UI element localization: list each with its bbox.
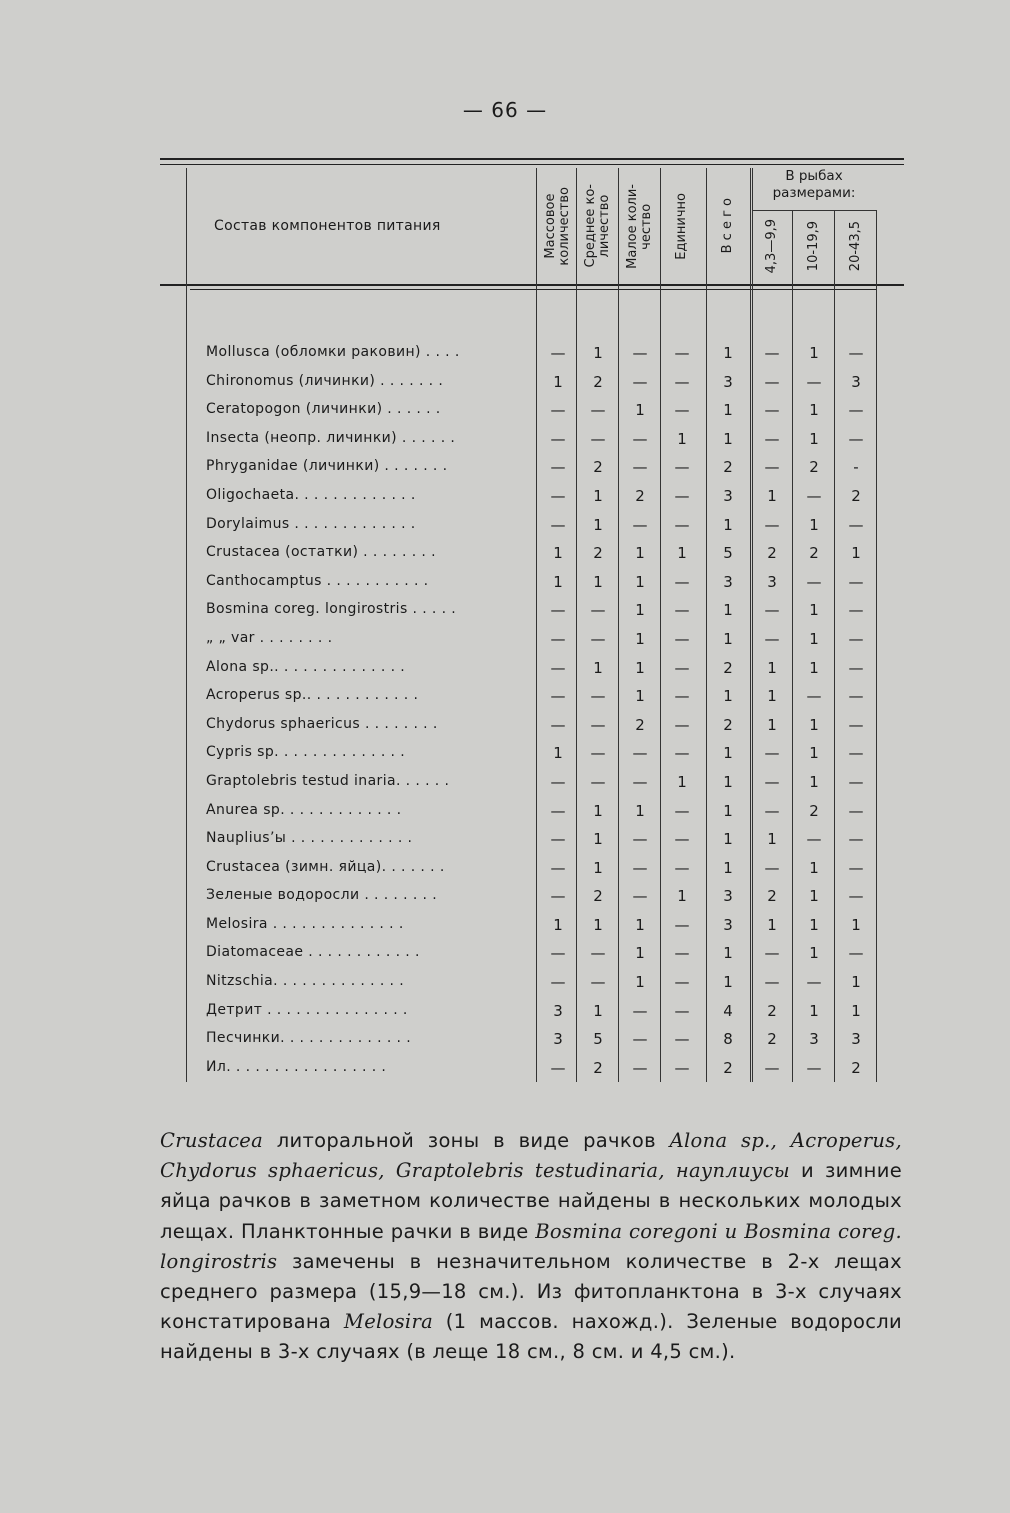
table-cell: 2 <box>767 1030 777 1049</box>
table-cell: 1 <box>635 973 645 992</box>
table-cell: 2 <box>723 1058 733 1077</box>
table-cell: — <box>848 772 864 791</box>
table-cell: — <box>764 372 780 391</box>
table-cell: 1 <box>809 1001 819 1020</box>
table-row <box>186 681 876 710</box>
table-cell: — <box>848 801 864 820</box>
table-row <box>186 996 876 1025</box>
table-cell: 1 <box>809 515 819 534</box>
table-cell: — <box>764 401 780 420</box>
component-name: Oligochaeta. . . . . . . . . . . . . <box>206 486 416 503</box>
column-header <box>578 172 618 280</box>
column-header <box>620 172 660 280</box>
table-cell: 1 <box>593 801 603 820</box>
table-row <box>186 424 876 453</box>
column-header <box>538 172 578 280</box>
column-header-text: 4,3—9,9 <box>764 218 779 274</box>
table-cell: 1 <box>677 429 687 448</box>
table-cell: — <box>550 486 566 505</box>
component-name: Зеленые водоросли . . . . . . . . <box>206 887 438 904</box>
table-row <box>186 796 876 825</box>
table-cell: 3 <box>723 887 733 906</box>
italic-term: Melosira <box>343 1310 433 1334</box>
table-cell: — <box>848 944 864 963</box>
table-cell: 1 <box>593 486 603 505</box>
table-cell: 1 <box>723 772 733 791</box>
table-cell: 1 <box>767 830 777 849</box>
table-cell: 1 <box>723 401 733 420</box>
table-cell: — <box>674 372 690 391</box>
component-name: Ил. . . . . . . . . . . . . . . . . <box>206 1058 387 1075</box>
table-row <box>186 910 876 939</box>
table-cell: 1 <box>593 572 603 591</box>
table-cell: — <box>674 801 690 820</box>
component-name: Diatomaceae . . . . . . . . . . . . <box>206 944 420 961</box>
table-cell: — <box>674 715 690 734</box>
table-cell: — <box>590 772 606 791</box>
table-cell: — <box>632 830 648 849</box>
table-cell: 1 <box>635 801 645 820</box>
table-cell: 3 <box>553 1001 563 1020</box>
table-cell: 1 <box>723 429 733 448</box>
table-cell: — <box>764 1058 780 1077</box>
table-cell: — <box>764 458 780 477</box>
component-name: Phryganidae (личинки) . . . . . . . <box>206 458 448 475</box>
column-header-text: Малое коли- чество <box>625 183 654 269</box>
table-cell: — <box>674 915 690 934</box>
table-cell: 1 <box>593 830 603 849</box>
table-cell: — <box>674 944 690 963</box>
table-cell: 1 <box>767 915 777 934</box>
page-number: — 66 — <box>462 98 548 122</box>
column-header-text: 10-19,9 <box>806 220 821 272</box>
table-cell: — <box>806 830 822 849</box>
italic-term: Bosmina coregoni и Bosmina coreg. longirostris <box>160 1219 902 1273</box>
table-cell: 1 <box>809 715 819 734</box>
table-cell: — <box>674 973 690 992</box>
table-cell: 3 <box>723 915 733 934</box>
component-header: Состав компонентов питания <box>214 218 441 234</box>
table-cell: — <box>764 344 780 362</box>
table-cell: — <box>764 429 780 448</box>
table-cell: 2 <box>809 458 819 477</box>
table-cell: — <box>764 944 780 963</box>
table-cell: — <box>764 744 780 763</box>
component-name: Nauplius’ы . . . . . . . . . . . . . <box>206 830 413 847</box>
table-cell: 1 <box>767 687 777 706</box>
table-cell: 1 <box>767 658 777 677</box>
table-cell: — <box>674 830 690 849</box>
component-name: Ceratopogon (личинки) . . . . . . <box>206 401 441 418</box>
table-cell: — <box>764 515 780 534</box>
table-cell: — <box>764 973 780 992</box>
table-cell: 1 <box>809 658 819 677</box>
paragraph-text: (1 массов. нахожд.). Зеленые водоросли найдены в 3-х случаях (в леще 18 см., 8 см. и 4,5 см.). <box>160 1310 902 1364</box>
table-cell: 1 <box>593 658 603 677</box>
table-cell: — <box>848 401 864 420</box>
table-cell: 1 <box>723 344 733 362</box>
table-row <box>186 853 876 882</box>
table-top-rule <box>160 158 904 160</box>
table-cell: — <box>674 858 690 877</box>
table-row <box>186 738 876 767</box>
table-cell: — <box>848 515 864 534</box>
table-cell: — <box>632 429 648 448</box>
table-cell: — <box>806 486 822 505</box>
table-cell: — <box>590 715 606 734</box>
table-cell: — <box>550 858 566 877</box>
table-cell: 1 <box>851 915 861 934</box>
table-cell: 1 <box>809 429 819 448</box>
table-cell: 5 <box>723 544 733 563</box>
column-header-text: 20-43,5 <box>848 220 863 272</box>
table-cell: 2 <box>593 1058 603 1077</box>
component-name: Acroperus sp.. . . . . . . . . . . . <box>206 687 419 704</box>
table-cell: — <box>674 1058 690 1077</box>
table-row <box>186 481 876 510</box>
component-name: Graptolebris testud inaria. . . . . . <box>206 772 450 789</box>
table-cell: — <box>848 658 864 677</box>
table-cell: 2 <box>593 887 603 906</box>
table-cell: — <box>674 1001 690 1020</box>
table-cell: — <box>550 658 566 677</box>
table-cell: — <box>848 687 864 706</box>
table-row <box>186 567 876 596</box>
table-cell: 1 <box>851 973 861 992</box>
table-cell: 1 <box>553 915 563 934</box>
table-cell: — <box>674 687 690 706</box>
table-cell: 1 <box>593 915 603 934</box>
table-cell: 1 <box>635 687 645 706</box>
table-row <box>186 367 876 396</box>
table-cell: — <box>674 515 690 534</box>
table-cell: — <box>590 629 606 648</box>
table-row <box>186 653 876 682</box>
table-row <box>186 824 876 853</box>
table-cell: — <box>550 715 566 734</box>
table-row <box>186 338 876 367</box>
table-cell: — <box>590 401 606 420</box>
table-row <box>186 1024 876 1053</box>
table-cell: 1 <box>553 572 563 591</box>
table-cell: 1 <box>553 544 563 563</box>
component-name: Alona sp.. . . . . . . . . . . . . . <box>206 658 406 675</box>
table-cell: 1 <box>723 801 733 820</box>
group-header: В рыбах размерами: <box>772 168 856 201</box>
table-cell: 1 <box>593 515 603 534</box>
paragraph-text: замечены в незначительном количестве в 2-х лещах среднего размера (15,9—18 см.). Из фитопланктона в 3-х случаях констатирована <box>160 1249 902 1334</box>
component-name: Canthocamptus . . . . . . . . . . . <box>206 572 429 589</box>
column-header <box>794 212 834 280</box>
table-cell: — <box>550 515 566 534</box>
table-cell: 1 <box>723 830 733 849</box>
table-row <box>186 538 876 567</box>
table-cell: 2 <box>809 801 819 820</box>
table-row <box>186 510 876 539</box>
table-cell: 1 <box>635 915 645 934</box>
table-cell: — <box>764 629 780 648</box>
table-cell: — <box>550 629 566 648</box>
table-cell: 1 <box>851 1001 861 1020</box>
table-cell: 1 <box>809 915 819 934</box>
table-cell: 1 <box>553 744 563 763</box>
table-cell: — <box>590 944 606 963</box>
table-cell: — <box>764 601 780 620</box>
table-cell: 1 <box>851 544 861 563</box>
table-cell: — <box>550 887 566 906</box>
table-cell: — <box>674 458 690 477</box>
column-header <box>752 212 792 280</box>
table-cell: 2 <box>767 544 777 563</box>
component-name: Chydorus sphaericus . . . . . . . . <box>206 715 438 732</box>
table-cell: — <box>674 744 690 763</box>
table-cell: — <box>632 772 648 791</box>
table-cell: — <box>550 830 566 849</box>
table-cell: 1 <box>593 858 603 877</box>
column-header <box>662 172 702 280</box>
table-cell: 1 <box>767 715 777 734</box>
component-name: Песчинки. . . . . . . . . . . . . . <box>206 1030 412 1047</box>
table-cell: — <box>806 687 822 706</box>
paragraph-text: литоральной зоны в виде рачков <box>263 1129 670 1152</box>
table-cell: — <box>550 344 566 362</box>
table-cell: 2 <box>809 544 819 563</box>
table-cell: — <box>848 830 864 849</box>
table-cell: — <box>848 344 864 362</box>
paragraph-text: и зимние яйца рачков в заметном количестве найдены в нескольких молодых лещах. Планктонные рачки в виде <box>160 1159 902 1243</box>
table-cell: — <box>550 601 566 620</box>
table-cell: — <box>806 1058 822 1077</box>
table-cell: — <box>632 887 648 906</box>
table-cell: 1 <box>723 858 733 877</box>
table-cell: — <box>550 687 566 706</box>
table-cell: 3 <box>767 572 777 591</box>
table-row <box>186 624 876 653</box>
table-cell: 1 <box>723 601 733 620</box>
table-cell: — <box>674 601 690 620</box>
table-cell: — <box>674 1030 690 1049</box>
column-header-text: Единично <box>674 192 689 260</box>
column-header <box>708 172 748 280</box>
table-cell: 2 <box>723 458 733 477</box>
table-cell: 1 <box>809 401 819 420</box>
component-name: Melosira . . . . . . . . . . . . . . <box>206 915 404 932</box>
table-cell: 2 <box>593 372 603 391</box>
table-cell: 3 <box>723 486 733 505</box>
table-cell: 3 <box>553 1030 563 1049</box>
table-cell: 1 <box>809 744 819 763</box>
table-cell: 3 <box>851 372 861 391</box>
component-name: „ „ var . . . . . . . . <box>206 629 333 646</box>
component-name: Mollusca (обломки раковин) . . . . <box>206 344 460 360</box>
table-row <box>186 595 876 624</box>
component-name: Anurea sp. . . . . . . . . . . . . <box>206 801 402 818</box>
table-cell: — <box>848 629 864 648</box>
table-cell: — <box>632 1001 648 1020</box>
table-cell: — <box>590 744 606 763</box>
component-name: Bosmina coreg. longirostris . . . . . <box>206 601 457 618</box>
table-cell: 2 <box>723 715 733 734</box>
table-cell: 1 <box>677 544 687 563</box>
table-cell: — <box>848 858 864 877</box>
table-cell: 1 <box>635 658 645 677</box>
table-body <box>186 338 876 1081</box>
table-row <box>186 452 876 481</box>
table-cell: 3 <box>723 372 733 391</box>
table-cell: 1 <box>593 344 603 362</box>
table-cell: 2 <box>767 887 777 906</box>
table-cell: 3 <box>723 572 733 591</box>
component-name: Cypris sp. . . . . . . . . . . . . . <box>206 744 406 761</box>
table-cell: 1 <box>635 629 645 648</box>
column-header-text: Массовое количество <box>543 186 572 266</box>
table-cell: 2 <box>635 486 645 505</box>
table-cell: — <box>590 973 606 992</box>
table-cell: — <box>550 1058 566 1077</box>
table-cell: 1 <box>809 772 819 791</box>
table-cell: — <box>550 801 566 820</box>
table-cell: 1 <box>635 944 645 963</box>
table-cell: 1 <box>809 344 819 362</box>
table-cell: 1 <box>767 486 777 505</box>
table-row <box>186 395 876 424</box>
table-cell: — <box>590 429 606 448</box>
italic-term: Crustacea <box>160 1129 264 1152</box>
table-cell: 2 <box>723 658 733 677</box>
table-row <box>186 1053 876 1082</box>
table-cell: — <box>632 344 648 362</box>
table-row <box>186 710 876 739</box>
table-cell: 1 <box>809 601 819 620</box>
table-cell: — <box>632 372 648 391</box>
table-cell: — <box>550 772 566 791</box>
table-cell: 1 <box>809 887 819 906</box>
table-cell: 8 <box>723 1030 733 1049</box>
table-row <box>186 938 876 967</box>
table-cell: — <box>806 973 822 992</box>
table-cell: — <box>806 572 822 591</box>
table-cell: — <box>848 715 864 734</box>
table-cell: 3 <box>851 1030 861 1049</box>
table-cell: 1 <box>723 629 733 648</box>
table-cell: 1 <box>553 372 563 391</box>
table-cell: 2 <box>593 458 603 477</box>
table-cell: 1 <box>809 858 819 877</box>
table-cell: 1 <box>723 744 733 763</box>
table-cell: — <box>674 572 690 591</box>
table-cell: — <box>848 572 864 591</box>
table-cell: 4 <box>723 1001 733 1020</box>
table-cell: 1 <box>723 515 733 534</box>
table-cell: — <box>632 1058 648 1077</box>
table-cell: 1 <box>809 944 819 963</box>
table-cell: — <box>674 658 690 677</box>
table-cell: 2 <box>851 1058 861 1077</box>
table-cell: 2 <box>851 486 861 505</box>
table-row <box>186 767 876 796</box>
table-cell: — <box>764 801 780 820</box>
table-cell: 1 <box>635 572 645 591</box>
table-cell: — <box>632 858 648 877</box>
table-cell: 1 <box>809 629 819 648</box>
table-cell: — <box>632 1030 648 1049</box>
body-paragraph <box>160 1126 902 1368</box>
table-cell: — <box>632 515 648 534</box>
table-cell: — <box>550 973 566 992</box>
table-cell: 3 <box>809 1030 819 1049</box>
table-cell: — <box>674 486 690 505</box>
table-cell: — <box>848 601 864 620</box>
column-header-text: Среднее ко- личество <box>583 184 612 268</box>
table-cell: — <box>550 401 566 420</box>
table-cell: — <box>806 372 822 391</box>
component-name: Детрит . . . . . . . . . . . . . . . <box>206 1001 408 1018</box>
component-name: Crustacea (остатки) . . . . . . . . <box>206 544 436 561</box>
component-name: Dorylaimus . . . . . . . . . . . . . <box>206 515 416 532</box>
table-cell: — <box>590 687 606 706</box>
table-cell: 1 <box>635 601 645 620</box>
component-name: Insecta (неопр. личинки) . . . . . . <box>206 429 456 446</box>
table-row <box>186 881 876 910</box>
table-cell: 1 <box>635 544 645 563</box>
table-cell: — <box>590 601 606 620</box>
table-cell: — <box>632 458 648 477</box>
table-cell: 2 <box>593 544 603 563</box>
table-cell: 2 <box>635 715 645 734</box>
component-name: Crustacea (зимн. яйца). . . . . . . <box>206 858 445 875</box>
table-cell: 5 <box>593 1030 603 1049</box>
table-cell: — <box>674 629 690 648</box>
italic-term: Alona sp., Acroperus, Chydorus sphaericus, Graptolebris testudinaria, науплиусы <box>160 1129 902 1183</box>
table-cell: 2 <box>767 1001 777 1020</box>
table-cell: 1 <box>723 687 733 706</box>
table-cell: 1 <box>635 401 645 420</box>
table-cell: — <box>632 744 648 763</box>
column-header-text: В с е г о <box>720 198 735 254</box>
diet-table <box>186 168 876 1084</box>
component-name: Chironomus (личинки) . . . . . . . <box>206 372 444 389</box>
table-cell: — <box>674 401 690 420</box>
table-cell: 1 <box>677 772 687 791</box>
table-cell: — <box>848 744 864 763</box>
column-header <box>836 212 876 280</box>
table-cell: 1 <box>677 887 687 906</box>
table-cell: — <box>848 429 864 448</box>
table-cell: 1 <box>723 944 733 963</box>
column-divider <box>876 210 877 1082</box>
table-cell: — <box>550 429 566 448</box>
table-cell: — <box>764 858 780 877</box>
table-cell: 1 <box>723 973 733 992</box>
table-row <box>186 967 876 996</box>
table-cell: — <box>764 772 780 791</box>
table-cell: — <box>550 458 566 477</box>
component-name: Nitzschia. . . . . . . . . . . . . . <box>206 973 405 990</box>
table-cell: 1 <box>593 1001 603 1020</box>
table-cell: — <box>550 944 566 963</box>
group-header-rule <box>752 210 876 211</box>
table-top-rule-inner <box>160 164 904 165</box>
table-cell: — <box>674 344 690 362</box>
table-cell: - <box>853 458 859 477</box>
table-cell: — <box>848 887 864 906</box>
